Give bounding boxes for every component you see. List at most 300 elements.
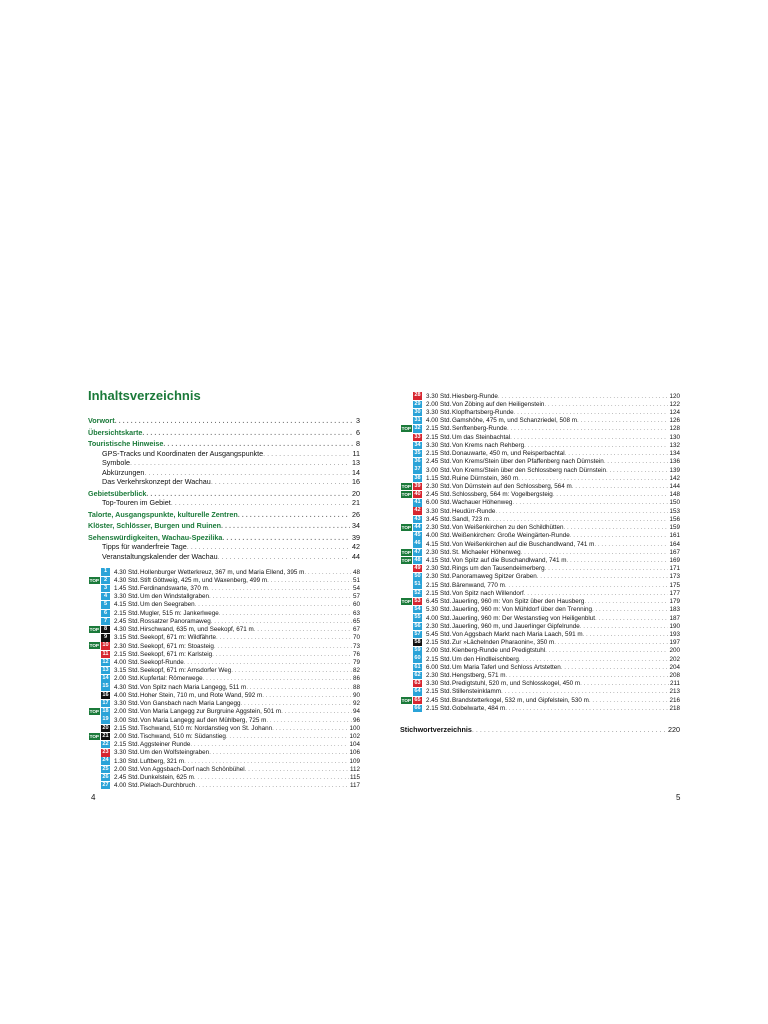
- tour-entry[interactable]: [88, 691, 360, 699]
- leader-dots: [564, 524, 669, 531]
- tour-name: Von Spitz auf die Buschandlwand, 741 m: [452, 556, 567, 564]
- tour-duration: 2.30 Std.: [426, 672, 452, 680]
- tour-entry[interactable]: [400, 630, 680, 638]
- section-page: 8: [356, 439, 360, 448]
- top-marker-slot: [88, 658, 100, 666]
- tour-page: 153: [669, 507, 680, 515]
- tour-page: 70: [352, 634, 360, 642]
- tour-name: Von Krems/Stein über den Schlossberg nach Dürnstein: [452, 466, 607, 474]
- tour-duration: 2.15 Std.: [426, 581, 452, 589]
- tour-duration: 4.30 Std.: [114, 683, 140, 691]
- tour-entry[interactable]: [400, 688, 680, 696]
- leader-dots: [263, 449, 350, 459]
- tour-page: 82: [352, 667, 360, 675]
- leader-dots: [495, 508, 668, 515]
- tour-duration: 2.15 Std.: [426, 704, 452, 712]
- tour-entry[interactable]: [400, 425, 680, 433]
- tour-number-badge: 51: [414, 581, 421, 588]
- top-marker-slot: [88, 708, 100, 716]
- section-label: Gebietsüberblick: [88, 488, 147, 498]
- tour-number-badge: 44: [414, 523, 421, 530]
- toc-section-entry[interactable]: [88, 468, 360, 478]
- top-marker-slot: [400, 573, 412, 581]
- section-label: Talorte, Ausgangspunkte, kulturelle Zentren: [88, 509, 238, 519]
- tour-entry[interactable]: [400, 589, 680, 597]
- tour-entry[interactable]: [400, 441, 680, 449]
- top-badge: TOP: [401, 492, 411, 498]
- tour-duration: 2.15 Std.: [426, 425, 452, 433]
- tour-entry[interactable]: [400, 458, 680, 466]
- tour-duration: 2.00 Std.: [426, 400, 452, 408]
- tour-entry[interactable]: [88, 757, 360, 765]
- tour-page: 148: [669, 491, 680, 499]
- tour-duration: 4.15 Std.: [114, 601, 140, 609]
- tour-duration: 3.30 Std.: [114, 700, 140, 708]
- tour-entry[interactable]: [88, 650, 360, 658]
- tour-duration: 3.30 Std.: [114, 749, 140, 757]
- toc-section-entry[interactable]: [88, 458, 360, 468]
- tour-number-badge: 28: [414, 392, 421, 399]
- tour-entry[interactable]: [400, 400, 680, 408]
- tour-entry[interactable]: [400, 433, 680, 441]
- tour-entry[interactable]: [400, 474, 680, 482]
- tour-duration: 3.30 Std.: [114, 593, 140, 601]
- leader-dots: [554, 639, 668, 646]
- tour-entry[interactable]: [88, 601, 360, 609]
- tour-page: 79: [352, 659, 360, 667]
- leader-dots: [583, 631, 669, 638]
- toc-section-entry[interactable]: [88, 542, 360, 552]
- leader-dots: [518, 475, 668, 482]
- section-label: Abkürzungen: [102, 467, 145, 477]
- tour-entry[interactable]: [400, 606, 680, 614]
- tour-entry[interactable]: [88, 741, 360, 749]
- tour-duration: 2.30 Std.: [426, 565, 452, 573]
- tour-duration: 2.15 Std.: [114, 609, 140, 617]
- tour-page: 190: [669, 622, 680, 630]
- tour-duration: 2.30 Std.: [114, 642, 140, 650]
- top-marker-slot: [88, 617, 100, 625]
- tour-duration: 2.45 Std.: [426, 491, 452, 499]
- tour-page: 173: [669, 573, 680, 581]
- tour-entry[interactable]: [400, 663, 680, 671]
- leader-dots: [144, 468, 350, 478]
- tour-entry[interactable]: [400, 680, 680, 688]
- tour-entry[interactable]: [88, 683, 360, 691]
- tour-entry[interactable]: [88, 724, 360, 732]
- tour-page: 130: [669, 433, 680, 441]
- tour-number-badge: 17: [102, 699, 109, 706]
- toc-section-entry[interactable]: [88, 510, 360, 520]
- top-badge: TOP: [89, 627, 99, 633]
- tour-number-badge: 36: [414, 458, 421, 465]
- leader-dots: [592, 606, 668, 613]
- tour-number-badge: 56: [414, 622, 421, 629]
- leader-dots: [222, 533, 350, 543]
- leader-dots: [595, 615, 668, 622]
- tour-number-badge: 4: [101, 593, 110, 600]
- tour-entry[interactable]: [88, 626, 360, 634]
- top-marker-slot: [400, 565, 412, 573]
- tour-number-badge: 11: [102, 650, 109, 657]
- tour-name: Seekopf, 671 m: Stoasteig: [140, 642, 214, 650]
- tour-duration: 2.45 Std.: [114, 774, 140, 782]
- tour-entry[interactable]: [88, 617, 360, 625]
- tour-entry[interactable]: [88, 708, 360, 716]
- leader-dots: [594, 541, 668, 548]
- tour-name: Von Spitz nach Maria Langegg, 511 m: [140, 683, 247, 691]
- tour-number-badge: 15: [102, 683, 109, 690]
- tour-entry[interactable]: [88, 593, 360, 601]
- tour-duration: 2.00 Std.: [114, 732, 140, 740]
- tour-name: Sandl, 723 m: [452, 515, 490, 523]
- leader-dots: [171, 498, 350, 508]
- tour-name: Mugler, 515 m: Jankerlwege: [140, 609, 219, 617]
- tour-entry[interactable]: [400, 581, 680, 589]
- top-marker-slot: [88, 683, 100, 691]
- tour-entry[interactable]: [400, 507, 680, 515]
- tour-page: 183: [669, 606, 680, 614]
- tour-page: 117: [349, 782, 360, 790]
- tour-duration: 4.00 Std.: [426, 417, 452, 425]
- top-marker-slot: [88, 593, 100, 601]
- tour-entry[interactable]: [400, 704, 680, 712]
- tour-name: Bärenwand, 770 m: [452, 581, 505, 589]
- tour-name: Seekopf, 671 m: Wildfährte: [140, 634, 216, 642]
- top-marker-slot: [400, 417, 412, 425]
- tour-duration: 2.15 Std.: [426, 450, 452, 458]
- tour-entry[interactable]: [88, 667, 360, 675]
- tour-number-badge: 57: [414, 630, 421, 637]
- toc-section-entry[interactable]: [88, 477, 360, 487]
- tour-number-badge: 50: [414, 573, 421, 580]
- tour-entry[interactable]: [88, 700, 360, 708]
- leader-dots: [501, 688, 668, 695]
- tour-page: 92: [352, 700, 360, 708]
- tour-name: Hengstberg, 571 m: [452, 672, 506, 680]
- tour-page: 187: [669, 614, 680, 622]
- tour-name: Stillensteinklamm: [452, 688, 501, 696]
- top-marker-slot: [400, 556, 412, 564]
- tour-page: 90: [352, 691, 360, 699]
- leader-dots: [519, 656, 669, 663]
- section-label: Übersichtskarte: [88, 427, 143, 437]
- tour-entry[interactable]: [400, 417, 680, 425]
- tour-entry[interactable]: [400, 565, 680, 573]
- tour-list-left: [88, 568, 360, 790]
- tour-page: 120: [669, 392, 680, 400]
- top-marker-slot: [88, 634, 100, 642]
- leader-dots: [512, 499, 668, 506]
- tour-page: 213: [669, 688, 680, 696]
- tour-entry[interactable]: [88, 782, 360, 790]
- tour-entry[interactable]: [88, 568, 360, 576]
- tour-page: 202: [669, 655, 680, 663]
- leader-dots: [272, 725, 348, 732]
- tour-number-badge: 19: [102, 716, 109, 723]
- leader-dots: [187, 542, 350, 552]
- tour-page: 96: [352, 716, 360, 724]
- tour-name: Von Dürnstein auf den Schlossberg, 564 m: [452, 483, 572, 491]
- tour-page: 126: [669, 417, 680, 425]
- tour-page: 164: [669, 540, 680, 548]
- tour-entry[interactable]: [400, 524, 680, 532]
- section-label: Top-Touren im Gebiet: [102, 498, 171, 507]
- tour-duration: 2.30 Std.: [426, 483, 452, 491]
- top-badge: TOP: [401, 557, 411, 563]
- tour-entry[interactable]: [400, 671, 680, 679]
- leader-dots: [521, 549, 669, 556]
- tour-number-badge: 20: [102, 724, 109, 731]
- tour-number-badge: 9: [101, 634, 110, 641]
- tour-page: 132: [669, 441, 680, 449]
- leader-dots: [203, 675, 352, 682]
- tour-entry[interactable]: [400, 696, 680, 704]
- tour-name: Kupfertal: Römerwege: [140, 675, 203, 683]
- tour-duration: 6.45 Std.: [426, 598, 452, 606]
- tour-name: Von Weißenkirchen zu den Schildhütten: [452, 524, 564, 532]
- leader-dots: [545, 565, 669, 572]
- leader-dots: [565, 450, 669, 457]
- toc-section-entry[interactable]: [88, 498, 360, 508]
- section-page: 11: [352, 448, 360, 458]
- tour-entry[interactable]: [400, 622, 680, 630]
- tour-page: 48: [352, 568, 360, 576]
- tour-entry[interactable]: [88, 773, 360, 781]
- tour-number-badge: 39: [414, 482, 421, 489]
- section-label: Veranstaltungskalender der Wachau: [102, 551, 218, 561]
- tour-duration: 2.00 Std.: [426, 647, 452, 655]
- leader-dots: [211, 618, 352, 625]
- toc-section-entry[interactable]: [88, 428, 360, 438]
- tour-duration: 4.00 Std.: [426, 614, 452, 622]
- tour-name: Von Spitz nach Willendorf: [452, 589, 524, 597]
- toc-section-entry[interactable]: [88, 533, 360, 543]
- tour-page: 167: [669, 548, 680, 556]
- toc-section-entry[interactable]: [88, 489, 360, 499]
- tour-entry[interactable]: [400, 499, 680, 507]
- top-marker-slot: [88, 675, 100, 683]
- tour-duration: 2.45 Std.: [426, 696, 452, 704]
- tour-name: Von Weißenkirchen auf die Buschandlwand, 741 m: [452, 540, 595, 548]
- top-marker-slot: [400, 400, 412, 408]
- section-label: Vorwort: [88, 416, 115, 425]
- leader-dots: [267, 577, 352, 584]
- leader-dots: [281, 708, 352, 715]
- tour-duration: 3.00 Std.: [426, 466, 452, 474]
- leader-dots: [219, 610, 352, 617]
- tour-entry[interactable]: [88, 634, 360, 642]
- tour-entry[interactable]: [400, 392, 680, 400]
- top-marker-slot: [400, 433, 412, 441]
- toc-section-entry[interactable]: [88, 552, 360, 562]
- leader-dots: [584, 598, 668, 605]
- tour-name: Von Krems nach Rehberg: [452, 441, 525, 449]
- page-number-left: 4: [91, 793, 96, 802]
- tour-name: Dunkelstein, 625 m: [140, 774, 194, 782]
- top-marker-slot: [88, 626, 100, 634]
- tour-number-badge: 26: [102, 773, 109, 780]
- tour-number-badge: 48: [414, 556, 421, 563]
- tour-duration: 5.45 Std.: [426, 630, 452, 638]
- tour-entry[interactable]: [400, 573, 680, 581]
- tour-name: Ruine Dürnstein, 360 m: [452, 474, 519, 482]
- leader-dots: [194, 774, 349, 781]
- tour-page: 144: [669, 483, 680, 491]
- tour-number-badge: 18: [102, 708, 109, 715]
- leader-dots: [577, 417, 669, 424]
- tour-number-badge: 22: [102, 741, 109, 747]
- tour-page: 100: [349, 724, 360, 732]
- toc-section-entry[interactable]: [88, 449, 360, 459]
- section-page: 14: [352, 467, 360, 477]
- tour-page: 122: [669, 400, 680, 408]
- tour-entry[interactable]: [88, 716, 360, 724]
- tour-duration: 5.30 Std.: [426, 606, 452, 614]
- top-marker-slot: [88, 584, 100, 592]
- tour-entry[interactable]: [400, 556, 680, 564]
- leader-dots: [163, 439, 354, 449]
- index-entry[interactable]: [400, 725, 680, 734]
- tour-page: 51: [352, 576, 360, 584]
- tour-entry[interactable]: [88, 675, 360, 683]
- tour-number-badge: 46: [414, 540, 421, 547]
- tour-number-badge: 3: [101, 585, 110, 592]
- leader-dots: [245, 766, 349, 773]
- tour-page: 76: [352, 650, 360, 658]
- tour-entry[interactable]: [400, 548, 680, 556]
- tour-duration: 4.00 Std.: [114, 659, 140, 667]
- tour-duration: 2.15 Std.: [426, 639, 452, 647]
- tour-page: 136: [669, 458, 680, 466]
- top-marker-slot: [88, 667, 100, 675]
- toc-section-entry[interactable]: [88, 416, 360, 426]
- leader-dots: [221, 521, 350, 531]
- top-marker-slot: [400, 540, 412, 548]
- top-marker-slot: [88, 732, 100, 740]
- toc-section-entry[interactable]: [88, 521, 360, 531]
- tour-entry[interactable]: [400, 614, 680, 622]
- tour-entry[interactable]: [400, 466, 680, 474]
- top-marker-slot: [400, 630, 412, 638]
- tour-number-badge: 7: [101, 618, 110, 625]
- tour-entry[interactable]: [400, 597, 680, 605]
- tour-name: Seekopf-Runde: [140, 659, 184, 667]
- tour-entry[interactable]: [400, 655, 680, 663]
- tour-entry[interactable]: [88, 732, 360, 740]
- tour-entry[interactable]: [88, 609, 360, 617]
- tour-entry[interactable]: [88, 576, 360, 584]
- tour-number-badge: 27: [102, 782, 109, 789]
- tour-entry[interactable]: [88, 749, 360, 757]
- tour-page: 73: [352, 642, 360, 650]
- section-page: 39: [352, 532, 360, 542]
- tour-entry[interactable]: [400, 408, 680, 416]
- toc-sections: [88, 416, 360, 561]
- tour-entry[interactable]: [400, 491, 680, 499]
- top-marker-slot: [88, 716, 100, 724]
- tour-duration: 3.30 Std.: [426, 507, 452, 515]
- section-page: 26: [352, 509, 360, 519]
- tour-entry[interactable]: [88, 765, 360, 773]
- toc-section-entry[interactable]: [88, 439, 360, 449]
- tour-number-badge: 32: [414, 425, 421, 432]
- top-marker-slot: [400, 680, 412, 688]
- tour-page: 124: [669, 409, 680, 417]
- tour-duration: 2.45 Std.: [114, 617, 140, 625]
- top-badge: TOP: [401, 697, 411, 703]
- tour-entry[interactable]: [400, 647, 680, 655]
- tour-page: 63: [352, 609, 360, 617]
- top-marker-slot: [88, 642, 100, 650]
- tour-entry[interactable]: [400, 639, 680, 647]
- tour-entry[interactable]: [400, 515, 680, 523]
- tour-page: 86: [352, 675, 360, 683]
- tour-entry[interactable]: [88, 642, 360, 650]
- tour-page: 65: [352, 617, 360, 625]
- leader-dots: [537, 573, 669, 580]
- tour-page: 161: [669, 532, 680, 540]
- tour-page: 159: [669, 524, 680, 532]
- section-page: 6: [356, 427, 360, 437]
- section-label: Das Verkehrskonzept der Wachau: [102, 477, 211, 486]
- leader-dots: [545, 647, 668, 654]
- index-page: 220: [668, 724, 680, 734]
- tour-page: 175: [669, 581, 680, 589]
- tour-duration: 3.15 Std.: [114, 667, 140, 675]
- leader-dots: [146, 489, 350, 499]
- top-marker-slot: [88, 609, 100, 617]
- tour-name: Weißenkirchen: Große Weingärten-Runde: [452, 532, 570, 540]
- tour-number-badge: 60: [414, 655, 421, 662]
- tour-entry[interactable]: [400, 482, 680, 490]
- tour-name: Tischwand, 510 m: Nordanstieg von St. Johann: [140, 724, 273, 732]
- tour-name: Rossatzer Panoramaweg: [140, 617, 211, 625]
- tour-entry[interactable]: [400, 540, 680, 548]
- top-marker-slot: [400, 704, 412, 712]
- top-marker-slot: [400, 408, 412, 416]
- tour-name: Hiesberg-Runde: [452, 392, 498, 400]
- tour-page: 142: [669, 474, 680, 482]
- tour-name: Gamshöhe, 475 m, und Schanzriedel, 508 m: [452, 417, 577, 425]
- tour-page: 128: [669, 425, 680, 433]
- tour-number-badge: 21: [102, 732, 109, 739]
- tour-name: Seekopf, 671 m: Karlsteig: [140, 650, 213, 658]
- tour-number-badge: 10: [102, 642, 109, 649]
- tour-entry[interactable]: [400, 450, 680, 458]
- section-page: 20: [352, 488, 360, 498]
- tour-name: Jauerling, 960 m, und Jauerlinger Gipfelrunde: [452, 622, 580, 630]
- tour-entry[interactable]: [400, 532, 680, 540]
- tour-number-badge: 31: [414, 417, 421, 424]
- tour-page: 106: [349, 749, 360, 757]
- tour-number-badge: 2: [101, 577, 110, 584]
- tour-entry[interactable]: [88, 658, 360, 666]
- tour-duration: 4.00 Std.: [114, 782, 140, 790]
- leader-dots: [209, 749, 348, 756]
- tour-duration: 2.15 Std.: [426, 655, 452, 663]
- section-label: Touristische Hinweise: [88, 439, 164, 448]
- top-marker-slot: [88, 601, 100, 609]
- section-page: 16: [352, 477, 360, 486]
- leader-dots: [254, 626, 352, 633]
- tour-number-badge: 58: [414, 638, 421, 645]
- tour-entry[interactable]: [88, 584, 360, 592]
- tour-duration: 2.30 Std.: [426, 524, 452, 532]
- top-badge: TOP: [401, 598, 411, 604]
- section-page: 3: [356, 416, 360, 425]
- leader-dots: [506, 672, 669, 679]
